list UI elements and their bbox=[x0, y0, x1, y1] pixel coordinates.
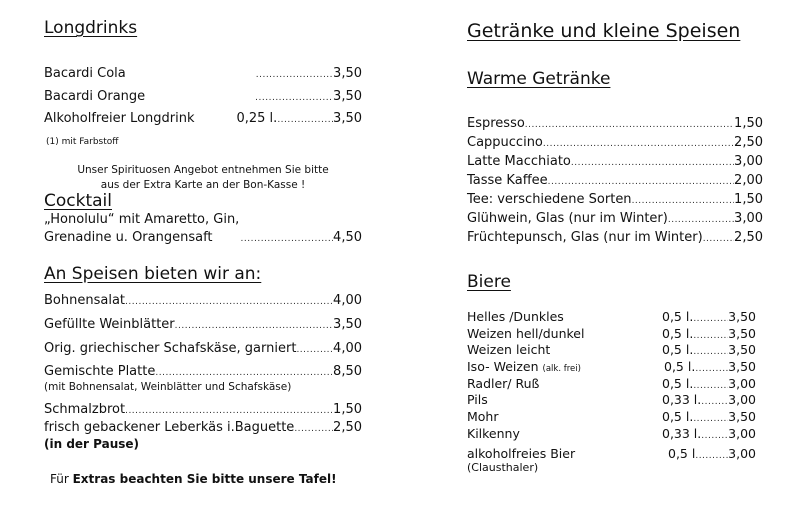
item-quantity: 0,33 l. bbox=[662, 392, 702, 407]
menu-item bbox=[467, 230, 763, 245]
leader-dots bbox=[277, 116, 333, 125]
menu-item bbox=[467, 211, 763, 226]
beer-price-row bbox=[662, 392, 756, 407]
leader-dots bbox=[543, 140, 734, 149]
item-price: 3,00 bbox=[734, 211, 763, 226]
item-price: 2,50 bbox=[734, 230, 763, 245]
leader-dots bbox=[548, 178, 734, 187]
item-name: Cappuccino bbox=[467, 135, 543, 150]
leader-dots bbox=[255, 94, 333, 103]
item-quantity: 0,33 l. bbox=[662, 426, 702, 441]
leader-dots bbox=[693, 315, 728, 324]
item-price: 3,50 bbox=[728, 409, 756, 424]
menu-item bbox=[44, 402, 362, 417]
item-name: frisch gebackener Leberkäs i.Baguette bbox=[44, 420, 295, 435]
beer-name: Kilkenny bbox=[467, 426, 520, 441]
beer-name: Mohr bbox=[467, 409, 499, 424]
item-price: 3,50 bbox=[728, 359, 756, 374]
menu-item bbox=[44, 111, 362, 126]
menu-item bbox=[44, 230, 362, 245]
item-price: 1,50 bbox=[734, 192, 763, 207]
item-price: 4,00 bbox=[333, 341, 362, 356]
item-name: Bohnensalat bbox=[44, 293, 126, 308]
leader-dots bbox=[294, 425, 333, 434]
biere-heading: Biere bbox=[467, 272, 511, 292]
item-price: 2,00 bbox=[734, 173, 763, 188]
longdrinks-heading: Longdrinks bbox=[44, 18, 138, 38]
beer-name: alkoholfreies Bier bbox=[467, 446, 576, 461]
item-price: 3,50 bbox=[333, 111, 362, 126]
item-quantity: 0,5 l. bbox=[662, 409, 694, 424]
beer-price-row bbox=[662, 409, 756, 424]
leader-dots bbox=[693, 382, 728, 391]
item-quantity: 0,5 l. bbox=[664, 359, 696, 374]
menu-item bbox=[467, 154, 763, 169]
item-quantity: 0,5 l. bbox=[662, 309, 694, 324]
menu-item bbox=[44, 317, 362, 332]
beer-name: Weizen leicht bbox=[467, 342, 551, 357]
leader-dots bbox=[125, 407, 333, 416]
leader-dots bbox=[701, 432, 728, 441]
beer-price-row bbox=[662, 342, 756, 357]
item-price: 3,50 bbox=[333, 317, 362, 332]
leader-dots bbox=[571, 159, 734, 168]
page-title-text: Getränke und kleine Speisen bbox=[467, 20, 741, 42]
beer-price-row bbox=[662, 309, 756, 324]
item-price: 3,50 bbox=[333, 66, 362, 81]
extras-note bbox=[50, 472, 337, 486]
beer-name: Weizen hell/dunkel bbox=[467, 326, 585, 341]
item-name: Früchtepunsch, Glas (nur im Winter) bbox=[467, 230, 703, 245]
item-name: Bacardi Orange bbox=[44, 89, 146, 104]
item-quantity: 0,5 l. bbox=[662, 376, 694, 391]
leader-dots bbox=[693, 348, 728, 357]
pause-note: (in der Pause) bbox=[44, 437, 140, 451]
menu-item bbox=[44, 293, 362, 308]
item-price: 3,50 bbox=[728, 326, 756, 341]
leader-dots bbox=[155, 369, 333, 378]
leader-dots bbox=[525, 121, 734, 130]
menu-item bbox=[467, 192, 763, 207]
menu-item bbox=[44, 364, 362, 379]
spirits-info-line2: aus der Extra Karte an der Bon-Kasse ! bbox=[100, 179, 306, 191]
item-quantity: 0,5 l. bbox=[662, 342, 694, 357]
item-quantity: 0,25 l. bbox=[236, 111, 278, 126]
speisen-heading: An Speisen bieten wir an: bbox=[44, 264, 262, 284]
item-price: 1,50 bbox=[734, 116, 763, 131]
item-price: 8,50 bbox=[333, 364, 362, 379]
leader-dots bbox=[693, 415, 728, 424]
item-quantity: 0,5 l. bbox=[662, 326, 694, 341]
warm-heading: Warme Getränke bbox=[467, 69, 611, 89]
beer-name: Pils bbox=[467, 392, 488, 407]
item-price: 3,00 bbox=[728, 426, 756, 441]
leader-dots bbox=[668, 216, 734, 225]
item-price: 2,50 bbox=[333, 420, 362, 435]
menu-item bbox=[44, 66, 362, 81]
item-name: Gemischte Platte bbox=[44, 364, 156, 379]
page-title bbox=[467, 20, 740, 42]
menu-item bbox=[44, 420, 362, 435]
item-price: 3,50 bbox=[333, 89, 362, 104]
item-price: 1,50 bbox=[333, 402, 362, 417]
beer-name-note: (alk. frei) bbox=[542, 364, 581, 374]
leader-dots bbox=[632, 197, 734, 206]
leader-dots bbox=[125, 298, 333, 307]
cocktail-heading: Cocktail bbox=[44, 191, 112, 211]
beer-name: Iso- Weizen bbox=[467, 359, 539, 374]
extras-bold: Extras beachten Sie bitte unsere Tafel! bbox=[72, 472, 337, 486]
extras-prefix: Für bbox=[50, 472, 73, 486]
leader-dots bbox=[296, 346, 333, 355]
leader-dots bbox=[703, 235, 734, 244]
item-price: 4,50 bbox=[333, 230, 362, 245]
spirits-info-line1: Unser Spirituosen Angebot entnehmen Sie bitte bbox=[77, 164, 329, 176]
item-name: Tee: verschiedene Sorten bbox=[467, 192, 632, 207]
platte-note: (mit Bohnensalat, Weinblätter und Schafskäse) bbox=[44, 381, 292, 393]
item-price: 3,00 bbox=[728, 392, 756, 407]
leader-dots bbox=[701, 398, 728, 407]
item-name: Latte Macchiato bbox=[467, 154, 571, 169]
item-name: Alkoholfreier Longdrink bbox=[44, 111, 195, 126]
leader-dots bbox=[241, 235, 334, 244]
beer-price-row bbox=[662, 326, 756, 341]
item-name: Glühwein, Glas (nur im Winter) bbox=[467, 211, 668, 226]
menu-item bbox=[467, 173, 763, 188]
item-name: Tasse Kaffee bbox=[467, 173, 548, 188]
menu-item bbox=[44, 89, 362, 104]
cocktail-description-line2: Grenadine u. Orangensaft bbox=[44, 230, 213, 245]
beer-name: Helles /Dunkles bbox=[467, 309, 564, 324]
item-quantity: 0,5 l bbox=[668, 446, 696, 461]
item-price: 2,50 bbox=[734, 135, 763, 150]
item-price: 3,00 bbox=[728, 376, 756, 391]
item-price: 3,50 bbox=[728, 309, 756, 324]
menu-item bbox=[44, 341, 362, 356]
item-name: Gefüllte Weinblätter bbox=[44, 317, 175, 332]
cocktail-description-line1: „Honolulu“ mit Amaretto, Gin, bbox=[44, 212, 240, 227]
item-price: 3,00 bbox=[734, 154, 763, 169]
beer-price-row bbox=[668, 446, 756, 461]
leader-dots bbox=[175, 322, 333, 331]
item-price: 3,00 bbox=[728, 446, 756, 461]
item-name: Espresso bbox=[467, 116, 525, 131]
menu-item bbox=[467, 135, 763, 150]
item-price: 4,00 bbox=[333, 293, 362, 308]
beer-price-row bbox=[662, 426, 756, 441]
beer-name-row bbox=[467, 359, 581, 374]
menu-item bbox=[467, 116, 763, 131]
beer-price-row bbox=[662, 376, 756, 391]
leader-dots bbox=[693, 332, 728, 341]
beer-price-row bbox=[664, 359, 756, 374]
item-name: Orig. griechischer Schafskäse, garniert bbox=[44, 341, 297, 356]
leader-dots bbox=[256, 71, 333, 80]
beer-name: Radler/ Ruß bbox=[467, 376, 540, 391]
clausthaler-note: (Clausthaler) bbox=[467, 461, 539, 474]
leader-dots bbox=[695, 452, 728, 461]
item-price: 3,50 bbox=[728, 342, 756, 357]
footnote: (1) mit Farbstoff bbox=[46, 137, 119, 147]
item-name: Bacardi Cola bbox=[44, 66, 126, 81]
item-name: Schmalzbrot bbox=[44, 402, 126, 417]
leader-dots bbox=[695, 365, 728, 374]
